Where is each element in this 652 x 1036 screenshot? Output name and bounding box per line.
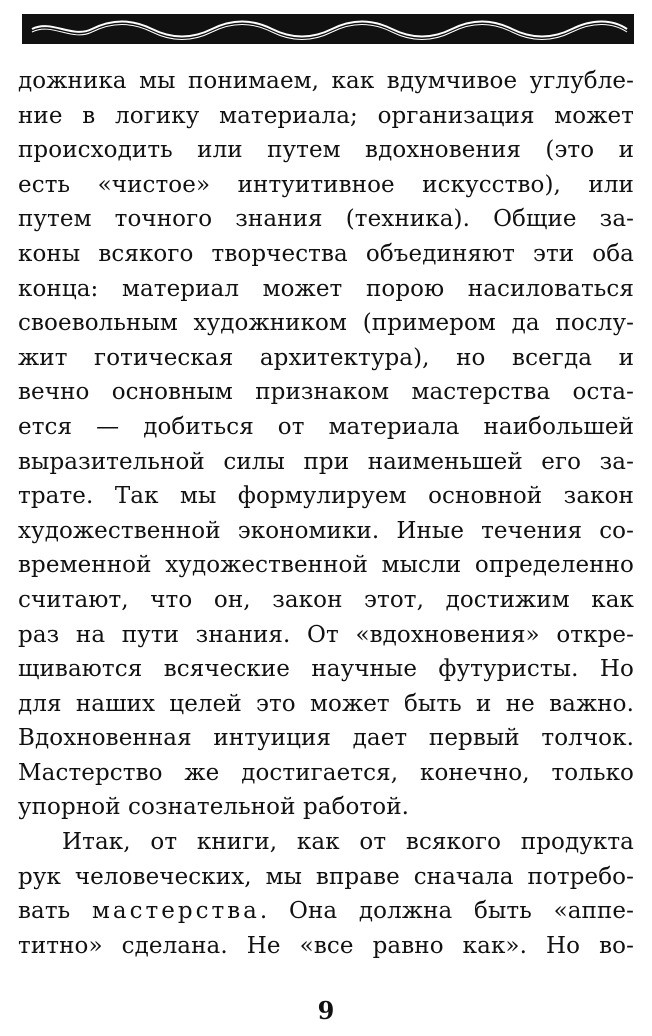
- text-line: Итак, от книги, как от всякого продукта: [62, 829, 634, 856]
- text-line: трате. Так мы формулируем основной закон: [18, 483, 634, 510]
- text-line: путем точного знания (техника). Общие за-: [18, 206, 634, 233]
- text-fragment: вать: [18, 898, 71, 925]
- text-line: рук человеческих, мы вправе сначала потребо-: [18, 863, 634, 890]
- text-line: титно» сделана. Не «все равно как». Но во-: [18, 932, 634, 959]
- text-line: дожника мы понимаем, как вдумчивое углубле-: [18, 68, 634, 94]
- text-line: происходить или путем вдохновения (это и: [18, 137, 634, 164]
- text-line: коны всякого творчества объединяют эти оба: [18, 240, 634, 267]
- text-line: есть «чистое» интуитивное искусство), или: [18, 171, 634, 198]
- text-line: ется — добиться от материала наибольшей: [18, 413, 634, 440]
- text-line-mixed: [18, 894, 634, 929]
- text-line: упорной сознательной работой.: [18, 794, 410, 821]
- ornament-pattern-icon: [22, 17, 634, 41]
- text-line: Мастерство же достигается, конечно, только: [18, 759, 634, 786]
- text-fragment: . Она должна быть «аппе-: [259, 898, 634, 925]
- text-line: своевольным художником (примером да послу-: [18, 310, 634, 337]
- text-line: ние в логику материала; организация может: [18, 102, 634, 129]
- body-text: [18, 64, 634, 963]
- text-line: вечно основным признаком мастерства оста-: [18, 379, 634, 406]
- text-line: выразительной силы при наименьшей его за-: [18, 448, 634, 475]
- text-line: раз на пути знания. От «вдохновения» откре-: [18, 621, 634, 648]
- text-line: художественной экономики. Иные течения со-: [18, 517, 634, 544]
- header-ornament: [22, 14, 634, 44]
- text-line: временной художественной мысли определенно: [18, 552, 634, 579]
- page-number: 9: [317, 996, 335, 1025]
- spaced-emphasis: мастерства: [92, 898, 260, 925]
- text-line: щиваются всяческие научные футуристы. Но: [18, 656, 634, 683]
- text-line: жит готическая архитектура), но всегда и: [18, 344, 634, 371]
- text-line: считают, что он, закон этот, достижим как: [18, 586, 634, 613]
- text-line: конца: материал может порою насиловаться: [18, 275, 634, 302]
- text-line: для наших целей это может быть и не важно.: [18, 690, 634, 717]
- text-line: Вдохновенная интуиция дает первый толчок.: [18, 725, 634, 752]
